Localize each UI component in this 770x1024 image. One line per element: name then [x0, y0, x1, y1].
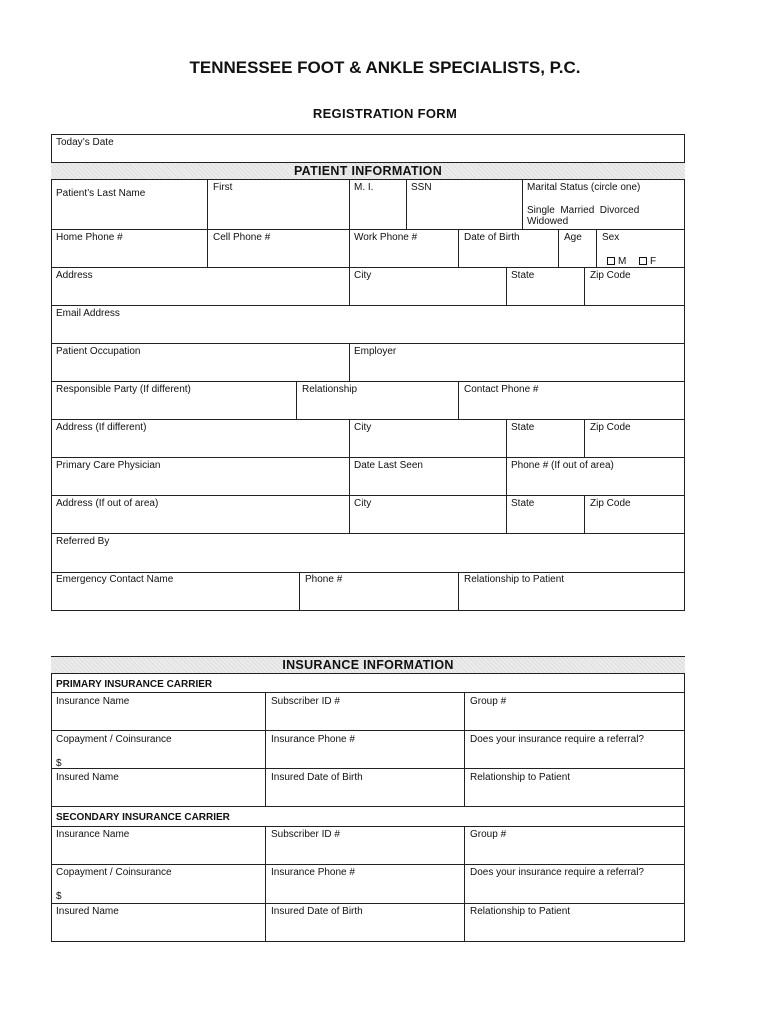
insurance-info-banner: INSURANCE INFORMATION — [51, 656, 685, 674]
emergency-phone-field[interactable]: Phone # — [305, 574, 343, 585]
city-out-of-area-field[interactable]: City — [354, 498, 372, 509]
pcp-field[interactable]: Primary Care Physician — [56, 460, 161, 471]
sex-male-checkbox[interactable] — [607, 256, 626, 268]
form-title: TENNESSEE FOOT & ANKLE SPECIALISTS, P.C. — [189, 58, 581, 77]
state-field[interactable]: State — [511, 270, 535, 281]
responsible-party-field[interactable]: Responsible Party (If different) — [56, 384, 191, 395]
address-out-of-area-field[interactable]: Address (If out of area) — [56, 498, 159, 509]
work-phone-field[interactable]: Work Phone # — [354, 232, 418, 243]
emergency-contact-field[interactable]: Emergency Contact Name — [56, 574, 174, 585]
secondary-relationship-field[interactable]: Relationship to Patient — [470, 906, 571, 917]
city-different-field[interactable]: City — [354, 422, 372, 433]
relationship-field[interactable]: Relationship — [302, 384, 358, 395]
middle-initial-field[interactable]: M. I. — [354, 182, 374, 193]
state-different-field[interactable]: State — [511, 422, 535, 433]
secondary-copay-field[interactable]: Copayment / Coinsurance — [56, 867, 172, 878]
dob-field[interactable]: Date of Birth — [464, 232, 520, 243]
primary-insured-name-field[interactable]: Insured Name — [56, 772, 119, 783]
primary-insurance-phone-field[interactable]: Insurance Phone # — [271, 734, 355, 745]
secondary-insurance-phone-field[interactable]: Insurance Phone # — [271, 867, 355, 878]
date-last-seen-field[interactable]: Date Last Seen — [354, 460, 423, 471]
ssn-field[interactable]: SSN — [411, 182, 432, 193]
email-field[interactable]: Email Address — [56, 308, 120, 319]
address-field[interactable]: Address — [56, 270, 93, 281]
contact-phone-field[interactable]: Contact Phone # — [464, 384, 539, 395]
primary-subscriber-id-field[interactable]: Subscriber ID # — [271, 696, 340, 707]
secondary-group-field[interactable]: Group # — [470, 829, 507, 840]
sex-female-checkbox[interactable] — [639, 256, 656, 268]
primary-copay-dollar: $ — [56, 758, 62, 769]
marital-status-label: Marital Status (circle one) — [527, 182, 641, 193]
address-different-field[interactable]: Address (If different) — [56, 422, 147, 433]
last-name-field[interactable]: Patient’s Last Name — [56, 188, 146, 199]
form-subtitle: REGISTRATION FORM — [312, 106, 458, 121]
zip-field[interactable]: Zip Code — [590, 270, 631, 281]
sex-female-label: F — [650, 256, 657, 267]
secondary-referral-field[interactable]: Does your insurance require a referral? — [470, 867, 644, 878]
referred-by-field[interactable]: Referred By — [56, 536, 110, 547]
employer-field[interactable]: Employer — [354, 346, 397, 357]
secondary-copay-dollar: $ — [56, 891, 62, 902]
sex-male-label: M — [618, 256, 627, 267]
primary-insured-dob-field[interactable]: Insured Date of Birth — [271, 772, 363, 783]
primary-carrier-heading: PRIMARY INSURANCE CARRIER — [56, 679, 213, 690]
state-out-of-area-field[interactable]: State — [511, 498, 535, 509]
occupation-field[interactable]: Patient Occupation — [56, 346, 141, 357]
sex-label: Sex — [602, 232, 620, 243]
checkbox-icon — [639, 257, 647, 265]
emergency-relationship-field[interactable]: Relationship to Patient — [464, 574, 565, 585]
checkbox-icon — [607, 257, 615, 265]
marital-status-widowed[interactable]: Widowed — [527, 216, 569, 227]
primary-insurance-name-field[interactable]: Insurance Name — [56, 696, 130, 707]
first-name-field[interactable]: First — [213, 182, 233, 193]
primary-group-field[interactable]: Group # — [470, 696, 507, 707]
phone-out-of-area-field[interactable]: Phone # (If out of area) — [511, 460, 614, 471]
age-field[interactable]: Age — [564, 232, 582, 243]
patient-info-banner: PATIENT INFORMATION — [51, 162, 685, 180]
secondary-insured-dob-field[interactable]: Insured Date of Birth — [271, 906, 363, 917]
primary-relationship-field[interactable]: Relationship to Patient — [470, 772, 571, 783]
secondary-subscriber-id-field[interactable]: Subscriber ID # — [271, 829, 340, 840]
home-phone-field[interactable]: Home Phone # — [56, 232, 123, 243]
secondary-insurance-name-field[interactable]: Insurance Name — [56, 829, 130, 840]
marital-status-options[interactable]: Single Married Divorced — [527, 205, 640, 216]
primary-copay-field[interactable]: Copayment / Coinsurance — [56, 734, 172, 745]
city-field[interactable]: City — [354, 270, 372, 281]
secondary-insured-name-field[interactable]: Insured Name — [56, 906, 119, 917]
zip-out-of-area-field[interactable]: Zip Code — [590, 498, 631, 509]
primary-referral-field[interactable]: Does your insurance require a referral? — [470, 734, 644, 745]
zip-different-field[interactable]: Zip Code — [590, 422, 631, 433]
secondary-carrier-heading: SECONDARY INSURANCE CARRIER — [56, 812, 230, 823]
cell-phone-field[interactable]: Cell Phone # — [213, 232, 271, 243]
todays-date-field[interactable]: Today’s Date — [56, 137, 114, 148]
